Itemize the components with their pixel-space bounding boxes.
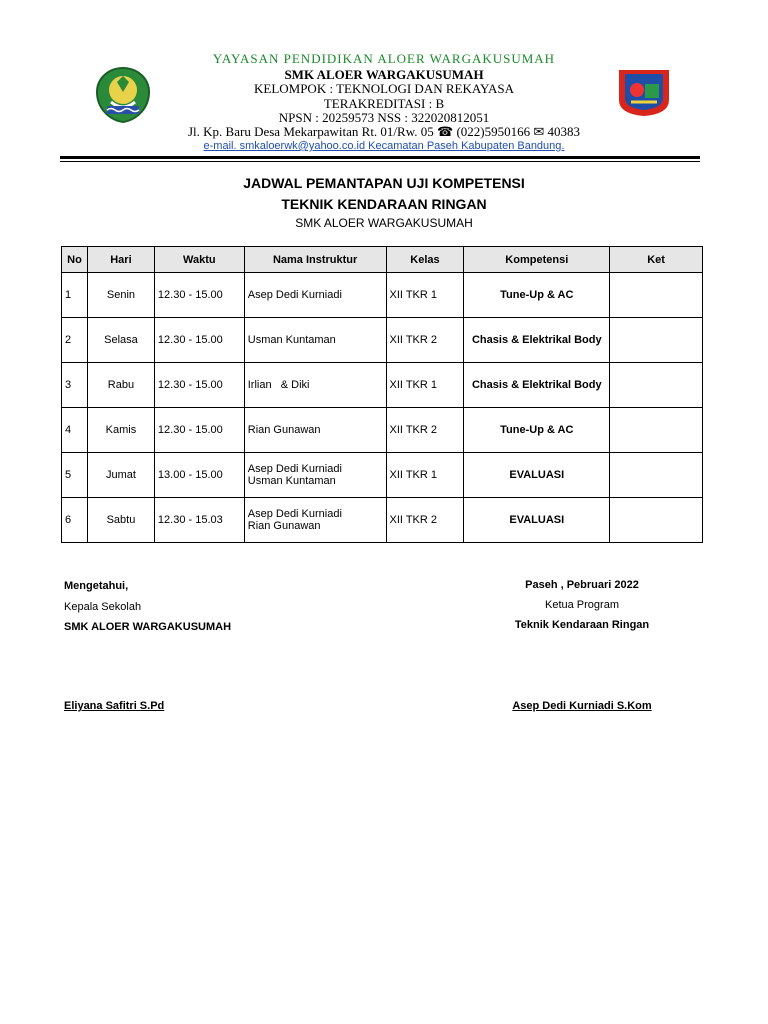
cell-waktu: 12.30 - 15.00 <box>154 408 244 453</box>
cell-no: 2 <box>62 318 88 363</box>
table-header-row <box>62 247 703 273</box>
cell-hari: Rabu <box>87 363 154 408</box>
cell-no: 6 <box>62 498 88 543</box>
cell-kelas: XII TKR 1 <box>386 363 464 408</box>
header-divider-thin <box>60 161 700 162</box>
instructor-name-2: Usman Kuntaman <box>247 475 336 487</box>
table-row <box>62 318 703 363</box>
cell-hari: Kamis <box>87 408 154 453</box>
cell-kelas: XII TKR 1 <box>386 453 464 498</box>
header-instruktur: Nama Instruktur <box>244 247 386 273</box>
cell-hari: Jumat <box>87 453 154 498</box>
sig-right-place-date: Paseh , Pebruari 2022 <box>525 579 639 591</box>
school-address: Jl. Kp. Baru Desa Mekarpawitan Rt. 01/Rw. 05 ☎ (022)5950166 ✉ 40383 <box>188 124 580 139</box>
cell-ket <box>610 408 703 453</box>
cell-waktu: 12.30 - 15.00 <box>154 363 244 408</box>
cell-kelas: XII TKR 2 <box>386 408 464 453</box>
table-row <box>62 273 703 318</box>
cell-instruktur <box>244 273 386 318</box>
cell-hari: Senin <box>87 273 154 318</box>
cell-kelas: XII TKR 1 <box>386 273 464 318</box>
cell-instruktur <box>244 498 386 543</box>
header-ket: Ket <box>610 247 703 273</box>
school-group: KELOMPOK : TEKNOLOGI DAN REKAYASA <box>253 81 514 96</box>
table-row <box>62 408 703 453</box>
cell-instruktur <box>244 453 386 498</box>
cell-waktu: 12.30 - 15.00 <box>154 273 244 318</box>
table-row <box>62 363 703 408</box>
cell-ket <box>610 498 703 543</box>
cell-kompetensi: Tune-Up & AC <box>464 273 610 318</box>
header-waktu: Waktu <box>154 247 244 273</box>
school-name: SMK ALOER WARGAKUSUMAH <box>284 67 484 82</box>
cell-waktu: 12.30 - 15.00 <box>154 318 244 363</box>
header-kompetensi: Kompetensi <box>464 247 610 273</box>
accreditation: TERAKREDITASI : B <box>323 96 445 111</box>
school-contact-link[interactable]: e-mail. smkaloerwk@yahoo.co.id Kecamatan Paseh Kabupaten Bandung. <box>203 140 565 152</box>
school-ids: NPSN : 20259573 NSS : 322020812051 <box>278 110 490 125</box>
cell-instruktur <box>244 408 386 453</box>
sig-right-name: Asep Dedi Kurniadi S.Kom <box>512 700 652 712</box>
cell-hari: Selasa <box>87 318 154 363</box>
cell-waktu: 12.30 - 15.03 <box>154 498 244 543</box>
sig-left-label: Mengetahui, <box>64 580 129 592</box>
cell-no: 4 <box>62 408 88 453</box>
cell-ket <box>610 363 703 408</box>
cell-kompetensi: EVALUASI <box>464 498 610 543</box>
header-kelas: Kelas <box>386 247 464 273</box>
cell-instruktur <box>244 363 386 408</box>
table-row <box>62 498 703 543</box>
cell-kelas: XII TKR 2 <box>386 498 464 543</box>
cell-instruktur <box>244 318 386 363</box>
header-divider-thick <box>60 156 700 159</box>
table-row <box>62 453 703 498</box>
cell-no: 1 <box>62 273 88 318</box>
instructor-name: Rian Gunawan <box>247 424 321 436</box>
cell-kompetensi: Chasis & Elektrikal Body <box>464 318 610 363</box>
instructor-name: Asep Dedi Kurniadi <box>247 289 342 301</box>
cell-no: 5 <box>62 453 88 498</box>
sig-left-role: Kepala Sekolah <box>64 601 142 613</box>
instructor-name: Asep Dedi Kurniadi <box>247 463 342 475</box>
instructor-name: Asep Dedi Kurniadi <box>247 508 342 520</box>
sig-right-role: Ketua Program <box>545 599 619 611</box>
cell-kompetensi: Tune-Up & AC <box>464 408 610 453</box>
schedule-table <box>61 246 703 543</box>
cell-kelas: XII TKR 2 <box>386 318 464 363</box>
cell-kompetensi: EVALUASI <box>464 453 610 498</box>
cell-ket <box>610 318 703 363</box>
foundation-name: YAYASAN PENDIDIKAN ALOER WARGAKUSUMAH <box>212 51 556 66</box>
sig-left-name: Eliyana Safitri S.Pd <box>64 700 165 712</box>
cell-no: 3 <box>62 363 88 408</box>
header-hari: Hari <box>87 247 154 273</box>
sig-right-org: Teknik Kendaraan Ringan <box>514 619 650 631</box>
sig-left-org: SMK ALOER WARGAKUSUMAH <box>64 621 232 633</box>
cell-kompetensi: Chasis & Elektrikal Body <box>464 363 610 408</box>
instructor-name-2: Rian Gunawan <box>247 520 321 532</box>
document-school: SMK ALOER WARGAKUSUMAH <box>295 216 473 230</box>
document-title: JADWAL PEMANTAPAN UJI KOMPETENSI <box>243 175 525 191</box>
header-no: No <box>62 247 88 273</box>
cell-ket <box>610 273 703 318</box>
cell-ket <box>610 453 703 498</box>
cell-hari: Sabtu <box>87 498 154 543</box>
cell-waktu: 13.00 - 15.00 <box>154 453 244 498</box>
instructor-name: Irlian & Diki <box>247 379 310 391</box>
document-subtitle: TEKNIK KENDARAAN RINGAN <box>281 196 487 212</box>
instructor-name: Usman Kuntaman <box>247 334 336 346</box>
